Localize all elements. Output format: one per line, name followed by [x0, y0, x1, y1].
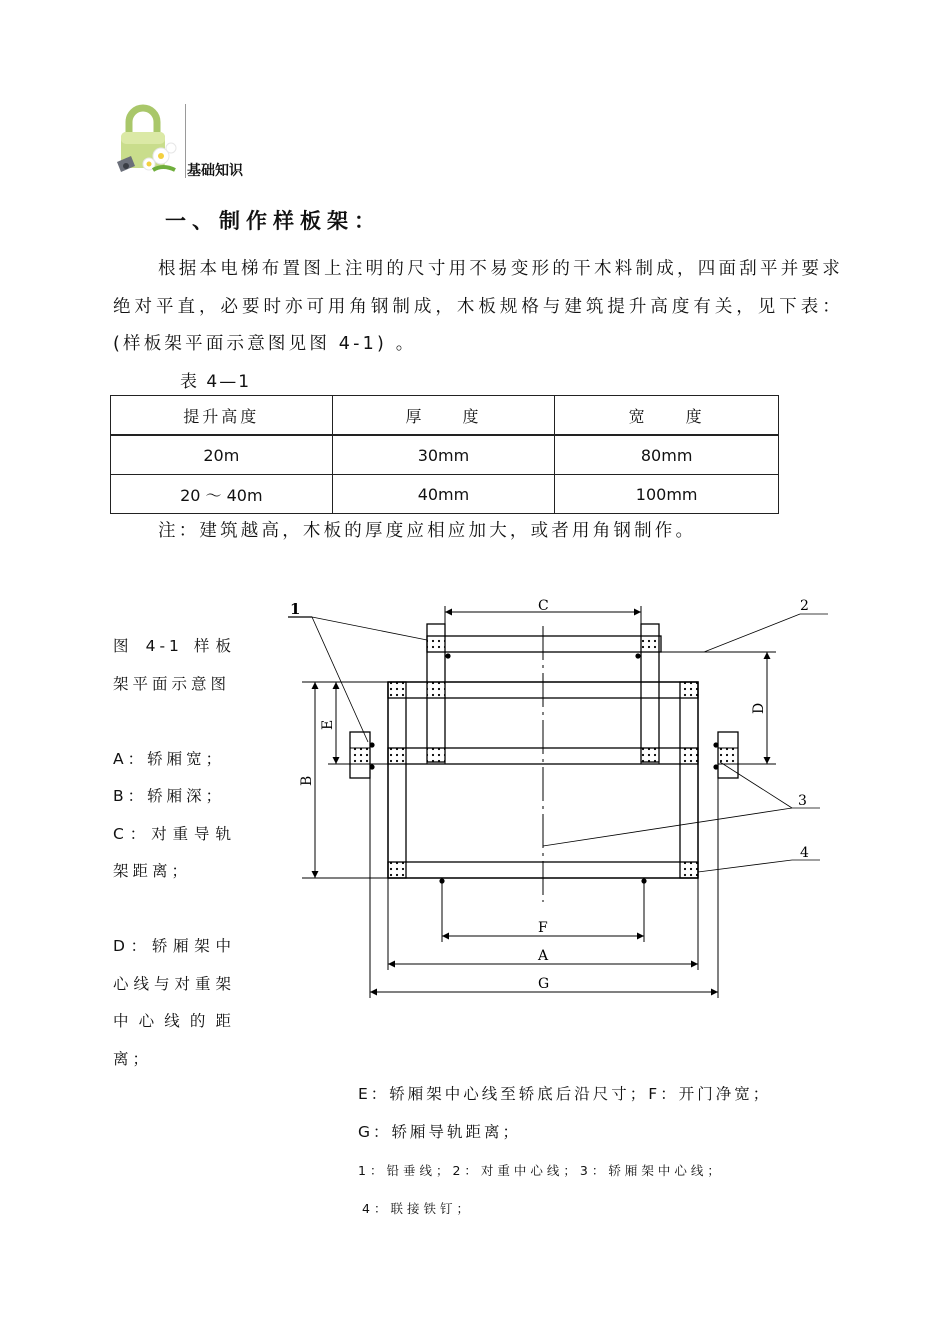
legend-line-2: G：轿厢导轨距离； [358, 1123, 522, 1141]
template-frame-diagram [280, 590, 840, 1010]
label-3: 3 [798, 793, 807, 809]
legend-small-line-2: 4：联接铁钉； [362, 1201, 473, 1216]
header-divider [185, 104, 186, 178]
section-label: 基础知识 [187, 163, 243, 179]
table-header-cell: 宽 度 [555, 396, 779, 436]
table-cell: 20m [111, 435, 333, 475]
label-g: G [538, 976, 550, 992]
legend-line-1: E：轿厢架中心线至轿底后沿尺寸；F：开门净宽； [358, 1085, 772, 1103]
spec-table [110, 395, 779, 514]
table-cell: 80mm [555, 435, 779, 475]
page-title: 一、制作样板架： [165, 209, 381, 233]
table-cell: 100mm [555, 475, 779, 514]
table-row [111, 435, 779, 475]
intro-text: 根据本电梯布置图上注明的尺寸用不易变形的干木料制成，四面刮平并要求绝对平直，必要时亦可用角钢制成，木板规格与建筑提升高度有关，见下表：(样板架平面示意图见图 4-1) 。 [113, 259, 843, 354]
label-d: D [751, 702, 767, 714]
label-1: 1 [290, 600, 301, 618]
table-cell: 20 ～ 40m [111, 475, 333, 514]
table-note: 注：建筑越高，木板的厚度应相应加大，或者用角钢制作。 [158, 521, 697, 541]
table-cell: 40mm [332, 475, 555, 514]
label-a: A [538, 948, 549, 964]
plumb-points [369, 653, 718, 883]
table-caption: 表 4—1 [180, 372, 252, 392]
definition-d: D：轿厢架中心线与对重架中心线的距离； [113, 937, 235, 1068]
label-c: C [538, 598, 549, 614]
legend-small-line-1: 1：铅垂线；2：对重中心线；3：轿厢架中心线； [358, 1163, 724, 1178]
label-4: 4 [800, 845, 809, 861]
leader-lines [288, 614, 828, 872]
figure-caption: 图 4-1 样板架平面示意图 [113, 637, 235, 693]
label-e: E [320, 719, 336, 730]
definition-b: B：轿厢深； [113, 787, 226, 805]
table-header-cell: 提升高度 [111, 396, 333, 436]
label-b: B [299, 775, 315, 786]
dimension-lines [302, 606, 776, 998]
table-cell: 30mm [332, 435, 555, 475]
label-f: F [538, 920, 548, 936]
definition-a: A：轿厢宽； [113, 749, 226, 768]
lock-flower-icon [113, 104, 185, 180]
definition-c: C：对重导轨架距离； [113, 824, 235, 880]
table-row [111, 475, 779, 514]
table-header-cell: 厚 度 [332, 396, 555, 436]
diagram-labels [290, 598, 809, 992]
label-2: 2 [800, 598, 809, 614]
table-header-row [111, 396, 779, 436]
figure-side-text [113, 628, 235, 1078]
intro-paragraph [113, 251, 843, 364]
